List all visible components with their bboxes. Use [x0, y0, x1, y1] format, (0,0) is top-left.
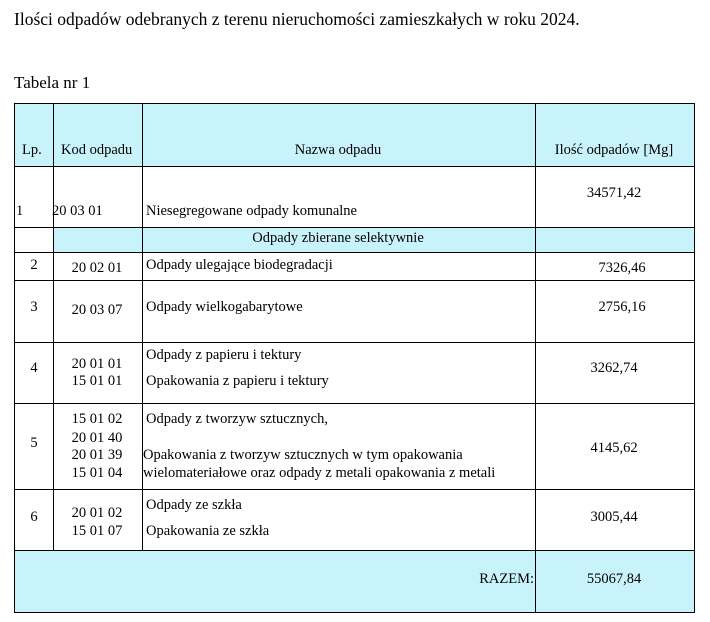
row3-nazwa: Odpady wielkogabarytowe	[146, 299, 303, 315]
row1-lp: 1	[16, 203, 24, 219]
total-label: RAZEM:	[479, 571, 534, 587]
grid-line	[14, 280, 695, 281]
row4-lp: 4	[30, 360, 38, 376]
row4-kod: 20 01 01	[71, 356, 123, 372]
row5-kod: 15 01 04	[71, 465, 123, 481]
grid-line	[14, 166, 695, 167]
row6-kod: 15 01 07	[71, 523, 123, 539]
grid-line	[694, 103, 695, 613]
page-title: Ilości odpadów odebranych z terenu nieruchomości zamieszkałych w roku 2024.	[14, 9, 580, 29]
waste-table	[14, 103, 695, 613]
row6-lp: 6	[30, 509, 38, 525]
grid-line	[14, 342, 695, 343]
row5-nazwa: wielomateriałowe oraz odpady z metali opakowania z metali	[143, 465, 496, 481]
row6-ilosc: 3005,44	[590, 509, 638, 525]
row4-kod: 15 01 01	[71, 373, 123, 389]
row1-ilosc: 34571,42	[586, 185, 642, 201]
grid-line	[142, 103, 143, 550]
row6-kod: 20 01 02	[71, 505, 123, 521]
header-ilosc-odpadow: Ilość odpadów [Mg]	[554, 142, 674, 158]
row2-kod: 20 02 01	[71, 260, 123, 276]
total-value: 55067,84	[586, 571, 642, 587]
header-lp: Lp.	[22, 142, 42, 158]
row4-nazwa: Opakowania z papieru i tektury	[146, 373, 329, 389]
grid-line	[14, 489, 695, 490]
row3-kod: 20 03 07	[71, 302, 123, 318]
row5-lp: 5	[30, 435, 38, 451]
grid-line	[14, 612, 695, 613]
section-header: Odpady zbierane selektywnie	[252, 230, 424, 246]
row2-nazwa: Odpady ulegające biodegradacji	[146, 257, 333, 273]
row5-kod: 20 01 40	[71, 430, 123, 446]
row1-nazwa: Niesegregowane odpady komunalne	[146, 203, 357, 219]
grid-line	[14, 103, 695, 104]
row5-ilosc: 4145,62	[590, 440, 638, 456]
row4-nazwa: Odpady z papieru i tektury	[146, 347, 302, 363]
grid-line	[14, 403, 695, 404]
row6-nazwa: Opakowania ze szkła	[146, 523, 270, 539]
row5-kod: 20 01 39	[71, 447, 123, 463]
row3-lp: 3	[30, 299, 38, 315]
table-caption: Tabela nr 1	[14, 73, 91, 92]
row6-nazwa: Odpady ze szkła	[146, 497, 242, 513]
header-kod-odpadu: Kod odpadu	[61, 142, 133, 158]
row5-kod: 15 01 02	[71, 411, 123, 427]
grid-line	[14, 252, 695, 253]
row5-nazwa: Opakowania z tworzyw sztucznych w tym opakowania	[143, 447, 463, 463]
grid-line	[14, 103, 15, 613]
header-nazwa-odpadu: Nazwa odpadu	[294, 142, 382, 158]
row1-kod: 20 03 01	[52, 203, 103, 219]
row2-ilosc: 7326,46	[598, 260, 646, 276]
row3-ilosc: 2756,16	[598, 299, 646, 315]
row2-lp: 2	[30, 257, 38, 273]
grid-line	[14, 227, 695, 228]
grid-line	[14, 550, 695, 551]
grid-line	[53, 103, 54, 550]
row5-nazwa: Odpady z tworzyw sztucznych,	[146, 411, 328, 427]
row4-ilosc: 3262,74	[590, 360, 638, 376]
grid-line	[535, 103, 536, 613]
